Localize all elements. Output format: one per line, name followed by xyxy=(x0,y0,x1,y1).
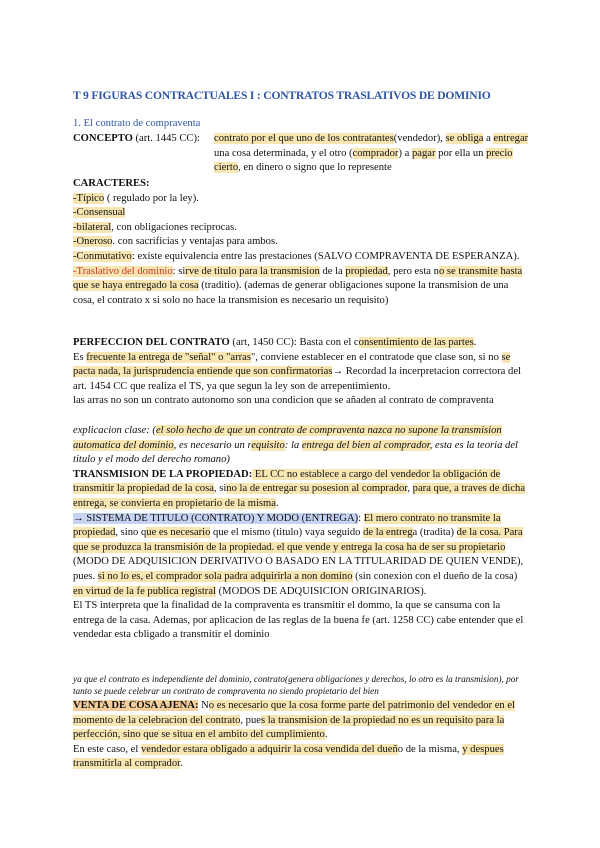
plain-text: , es necesario un r xyxy=(173,439,252,451)
hl-text: o se transmite hasta que se haya entregado la cosa xyxy=(73,265,523,292)
arras-note: las arras no son un contrato autonomo son una condicion que se añaden al contrato de compraventa xyxy=(73,395,494,407)
plain-text: de la xyxy=(319,265,346,277)
plain-text: a (tradita) xyxy=(412,527,457,539)
transmision-paragraph xyxy=(73,468,529,512)
concepto-label-row xyxy=(73,132,200,147)
plain-text: , con obligaciones reciprocas. xyxy=(111,221,237,233)
caracter-traslativo xyxy=(73,265,529,309)
caracter-bilateral xyxy=(73,221,529,236)
concepto-ref: (art. 1445 CC): xyxy=(132,133,200,144)
plain-text: : la xyxy=(284,439,302,451)
plain-text: a xyxy=(483,133,494,144)
plain-text: : existe equivalencia entre las prestaciones (SALVO COMPRAVENTA DE ESPERANZA). xyxy=(131,250,520,262)
hl-text: -bilateral xyxy=(73,221,112,233)
small-italic-note: ya que el contrato es independiente del dominio, contrato(genera obligaciones y derechos, lo otro es la transmision), por tanto se puede celebrar un contrato de compraventa no siendo propietario del bien xyxy=(73,674,519,697)
hl-text: se obliga xyxy=(445,133,484,144)
hl-text: equisito xyxy=(251,439,285,451)
plain-text: que el mismo (titulo) vaya seguido xyxy=(210,527,364,539)
arras-paragraph xyxy=(73,351,529,395)
explicacion-paragraph xyxy=(73,424,529,468)
sistema-paragraph xyxy=(73,512,529,600)
plain-text: : xyxy=(358,512,364,524)
plain-text: (art, 1450 CC): Basta con el c xyxy=(229,337,359,348)
plain-text: (MODOS DE ADQUISICION ORIGINARIOS). xyxy=(215,585,427,597)
ts-paragraph: El TS interpreta que la finalidad de la compraventa es transmitir el dommo, la que se cansuma con la entrega de la casa. Ademas, por aplicacion de las reglas de la buena fe (art. 1258 CC) cabe entender que el vendedar esta cbligado a transmitir el dominio xyxy=(73,600,524,641)
plain-text: por ella un xyxy=(435,147,487,159)
hl-text: si no lo es, el comprador sola padra adquirirla a non domino xyxy=(97,570,353,582)
plain-text: ( regulado por la ley). xyxy=(104,192,199,204)
plain-text: , sino q xyxy=(115,527,147,539)
hl-text: el solo hecho de que un contrato de compraventa nazca no supone la transmision automatica del dominio xyxy=(73,425,502,451)
hl-text: comprador xyxy=(352,147,399,159)
caracteres-heading: CARACTERES: xyxy=(73,178,150,189)
plain-text: explicacion clase: ( xyxy=(73,425,156,436)
caracter-consensual xyxy=(73,206,529,221)
concepto-label: CONCEPTO xyxy=(73,133,133,144)
document-title: T 9 FIGURAS CONTRACTUALES I : CONTRATOS TRASLATIVOS DE DOMINIO xyxy=(73,89,491,102)
plain-text: En este caso, el xyxy=(73,743,141,755)
caracteres-block xyxy=(73,177,529,308)
hl-text: pagar xyxy=(411,147,436,159)
hl-text: frecuente la entrega de "señal" o "arras xyxy=(86,351,251,363)
plain-text: (MODO DE ADQUISICION DERIVATIVO O BASADO EN LA TITULARIDAD DE QUIEN VENDE), pues. xyxy=(73,556,524,582)
hl-text: ue es necesario xyxy=(146,527,211,539)
hl-red-text: -Traslativo del dominio xyxy=(73,265,173,277)
plain-text: . xyxy=(473,337,477,348)
hl-text: de la entreg xyxy=(363,527,413,539)
hl-text: rve de titulo para la transmision xyxy=(185,265,320,277)
hl-text: entregar xyxy=(493,133,529,144)
hl-text: -Típico xyxy=(73,192,105,204)
plain-text: , en dinero o signo que lo represente xyxy=(238,162,392,174)
plain-text: . xyxy=(275,497,279,509)
plain-text: N xyxy=(198,700,209,711)
perfeccion-line xyxy=(73,336,529,351)
hl-text: para que, a traves de dicha entrega, se convierta en propietario de la misma xyxy=(73,483,526,509)
plain-text: o de la misma, xyxy=(397,743,463,755)
plain-text: → Recordad la incerpretacion correctora del art. 1454 CC que realiza el TS, ya que segun la ley son de arrepentimiento. xyxy=(73,366,521,392)
hl-text: vendedor estara obligado a adquirir la cosa vendida del dueñ xyxy=(140,743,398,755)
hl-text: -Consensual xyxy=(73,207,126,219)
plain-text: ", conviene establecer en el contratode que clase son, si no xyxy=(250,351,502,363)
caracter-conmutativo xyxy=(73,250,529,265)
caracter-tipico xyxy=(73,192,529,207)
plain-text: (traditio). (ademas de generar obligaciones supone la transmision de una cosa, el contrato x si solo no hace la transmision es necesario un requisito) xyxy=(73,280,509,306)
section-heading: 1. El contrato de compraventa xyxy=(73,118,201,129)
plain-text: (sin conexion con el dueño de la cosa) xyxy=(352,570,518,582)
hl-text: s la transmision de la propiedad no es un requisito para la perfección, sino que se situa en el ambito del cumplimiento xyxy=(73,714,505,741)
plain-text: Es xyxy=(73,351,87,363)
venta-ajena-caso xyxy=(73,743,529,772)
hl-text: EL CC no establece a cargo del vendedor la obligación de transmitir la propiedad de la cosa xyxy=(73,468,501,495)
venta-ajena-label: VENTA DE COSA AJENA: xyxy=(73,700,199,711)
hl-text: propiedad xyxy=(345,265,388,277)
concepto-definition xyxy=(214,132,530,176)
hl-text: y despues transmitirla al comprador xyxy=(73,743,504,770)
hl-text: entrega del bien al comprador xyxy=(301,439,430,451)
hl-text: en virtud de la fe publica registral xyxy=(73,585,216,597)
hl-text: -Conmutativo xyxy=(73,250,132,262)
plain-text: : si xyxy=(172,265,186,277)
plain-text: , xyxy=(407,483,413,495)
plain-text: (vendedor), xyxy=(393,133,446,144)
hl-text: contrato por el que uno de los contratantes xyxy=(214,133,394,144)
plain-text: . xyxy=(324,729,328,741)
plain-text: ) a xyxy=(398,147,412,159)
hl-blue-text: → SISTEMA DE TITULO (CONTRATO) Y MODO (ENTREGA) xyxy=(73,512,359,524)
hl-text: -Oneroso xyxy=(73,236,113,248)
venta-ajena-block xyxy=(73,699,529,772)
plain-text: , esta es la teoria del titulo y el modo del derecho romano) xyxy=(73,439,519,466)
hl-text: no la de entregar su posesion al comprador xyxy=(226,483,408,495)
caracter-oneroso xyxy=(73,235,529,250)
hl-text: precio cierto xyxy=(214,147,513,174)
transmision-label: TRANSMISION DE LA PROPIEDAD: xyxy=(73,468,253,480)
hl-text: se pacta nada, la jurisprudencia entiende que son confirmatorias xyxy=(73,351,511,378)
plain-text: , pue xyxy=(240,714,261,726)
hl-text: de la cosa. Para que se produzca la transmisión de la propiedad. el que vende y entrega la cosa ha de ser su propietario xyxy=(73,527,523,553)
perfeccion-label: PERFECCION DEL CONTRATO xyxy=(73,337,230,348)
hl-text: o es necesario que la cosa forme parte del patrimonio del vendedor en el momento de la celebracion del contrato xyxy=(73,700,516,726)
plain-text: una cosa determinada, y el otro ( xyxy=(214,147,353,159)
plain-text: , pero esta n xyxy=(387,265,439,277)
hl-text: onsentimiento de las partes xyxy=(358,337,474,348)
plain-text: , si xyxy=(213,483,227,495)
plain-text: . xyxy=(180,758,183,770)
hl-text: El mero contrato no transmite la propiedad xyxy=(73,512,501,539)
perfeccion-block xyxy=(73,336,529,409)
venta-ajena-paragraph xyxy=(73,699,529,743)
plain-text: . con sacrificias y ventajas para ambos. xyxy=(112,236,278,248)
transmision-block xyxy=(73,424,529,643)
